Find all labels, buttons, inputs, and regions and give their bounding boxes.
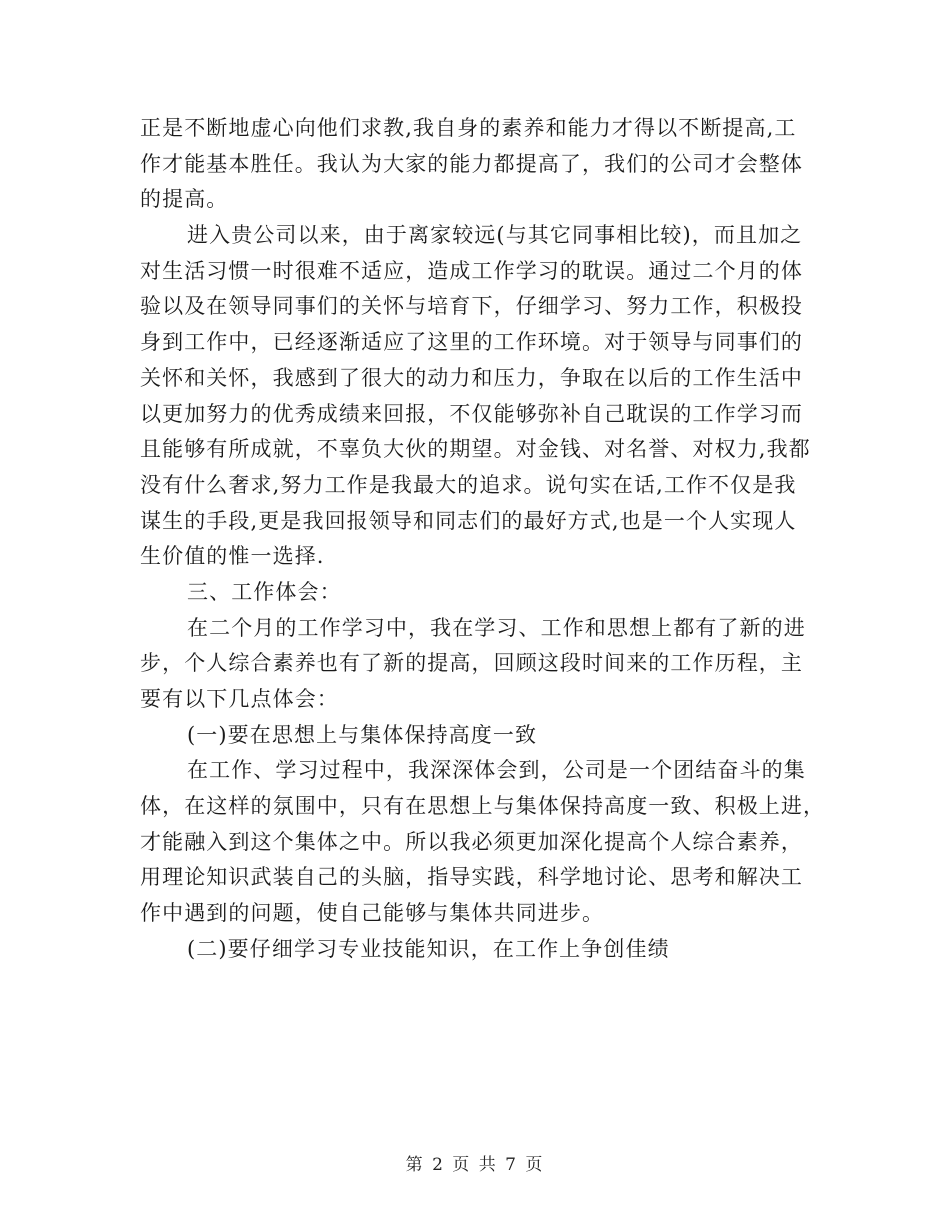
text-line: 步，个人综合素养也有了新的提高，回顾这段时间来的工作历程，主 xyxy=(140,651,803,676)
paragraph-first-line: (一)要在思想上与集体保持高度一致 xyxy=(187,722,538,747)
page-number-footer: 第 2 页 共 7 页 xyxy=(405,1155,545,1175)
text-line: 以更加努力的优秀成绩来回报，不仅能够弥补自己耽误的工作学习而 xyxy=(140,401,803,426)
text-line: 作中遇到的问题，使自己能够与集体共同进步。 xyxy=(140,901,605,926)
text-line: 身到工作中，已经逐渐适应了这里的工作环境。对于领导与同事们的 xyxy=(140,330,803,355)
paragraph-first-line: 进入贵公司以来，由于离家较远(与其它同事相比较)，而且加之 xyxy=(187,223,803,248)
text-line: 的提高。 xyxy=(140,187,229,212)
text-line: 正是不断地虚心向他们求教,我自身的素养和能力才得以不断提高,工 xyxy=(140,116,797,140)
text-line: 验以及在领导同事们的关怀与培育下，仔细学习、努力工作，积极投 xyxy=(140,294,803,319)
text-line: 要有以下几点体会： xyxy=(140,687,339,711)
paragraph-first-line: (二)要仔细学习专业技能知识，在工作上争创佳绩 xyxy=(187,936,670,961)
paragraph-first-line: 在工作、学习过程中，我深深体会到，公司是一个团结奋斗的集 xyxy=(187,758,806,783)
text-line: 谋生的手段,更是我回报领导和同志们的最好方式,也是一个人实现人 xyxy=(140,508,797,533)
text-line: 作才能基本胜任。我认为大家的能力都提高了，我们的公司才会整体 xyxy=(140,151,803,176)
text-line: 生价值的惟一选择. xyxy=(140,544,325,569)
text-line: 用理论知识武装自己的头脑，指导实践，科学地讨论、思考和解决工 xyxy=(140,865,803,890)
text-line: 且能够有所成就，不辜负大伙的期望。对金钱、对名誉、对权力,我都 xyxy=(140,437,811,462)
text-line: 关怀和关怀，我感到了很大的动力和压力，争取在以后的工作生活中 xyxy=(140,365,803,390)
text-line: 才能融入到这个集体之中。所以我必须更加深化提高个人综合素养， xyxy=(140,829,803,854)
paragraph-first-line: 在二个月的工作学习中，我在学习、工作和思想上都有了新的进 xyxy=(187,615,806,640)
text-line: 体，在这样的氛围中，只有在思想上与集体保持高度一致、积极上进， xyxy=(140,794,826,819)
body-text xyxy=(140,111,826,968)
paragraph-first-line: 三、工作体会： xyxy=(187,579,342,604)
text-line: 没有什么奢求,努力工作是我最大的追求。说句实在话,工作不仅是我 xyxy=(140,472,797,497)
text-line: 对生活习惯一时很难不适应，造成工作学习的耽误。通过二个月的体 xyxy=(140,258,803,283)
